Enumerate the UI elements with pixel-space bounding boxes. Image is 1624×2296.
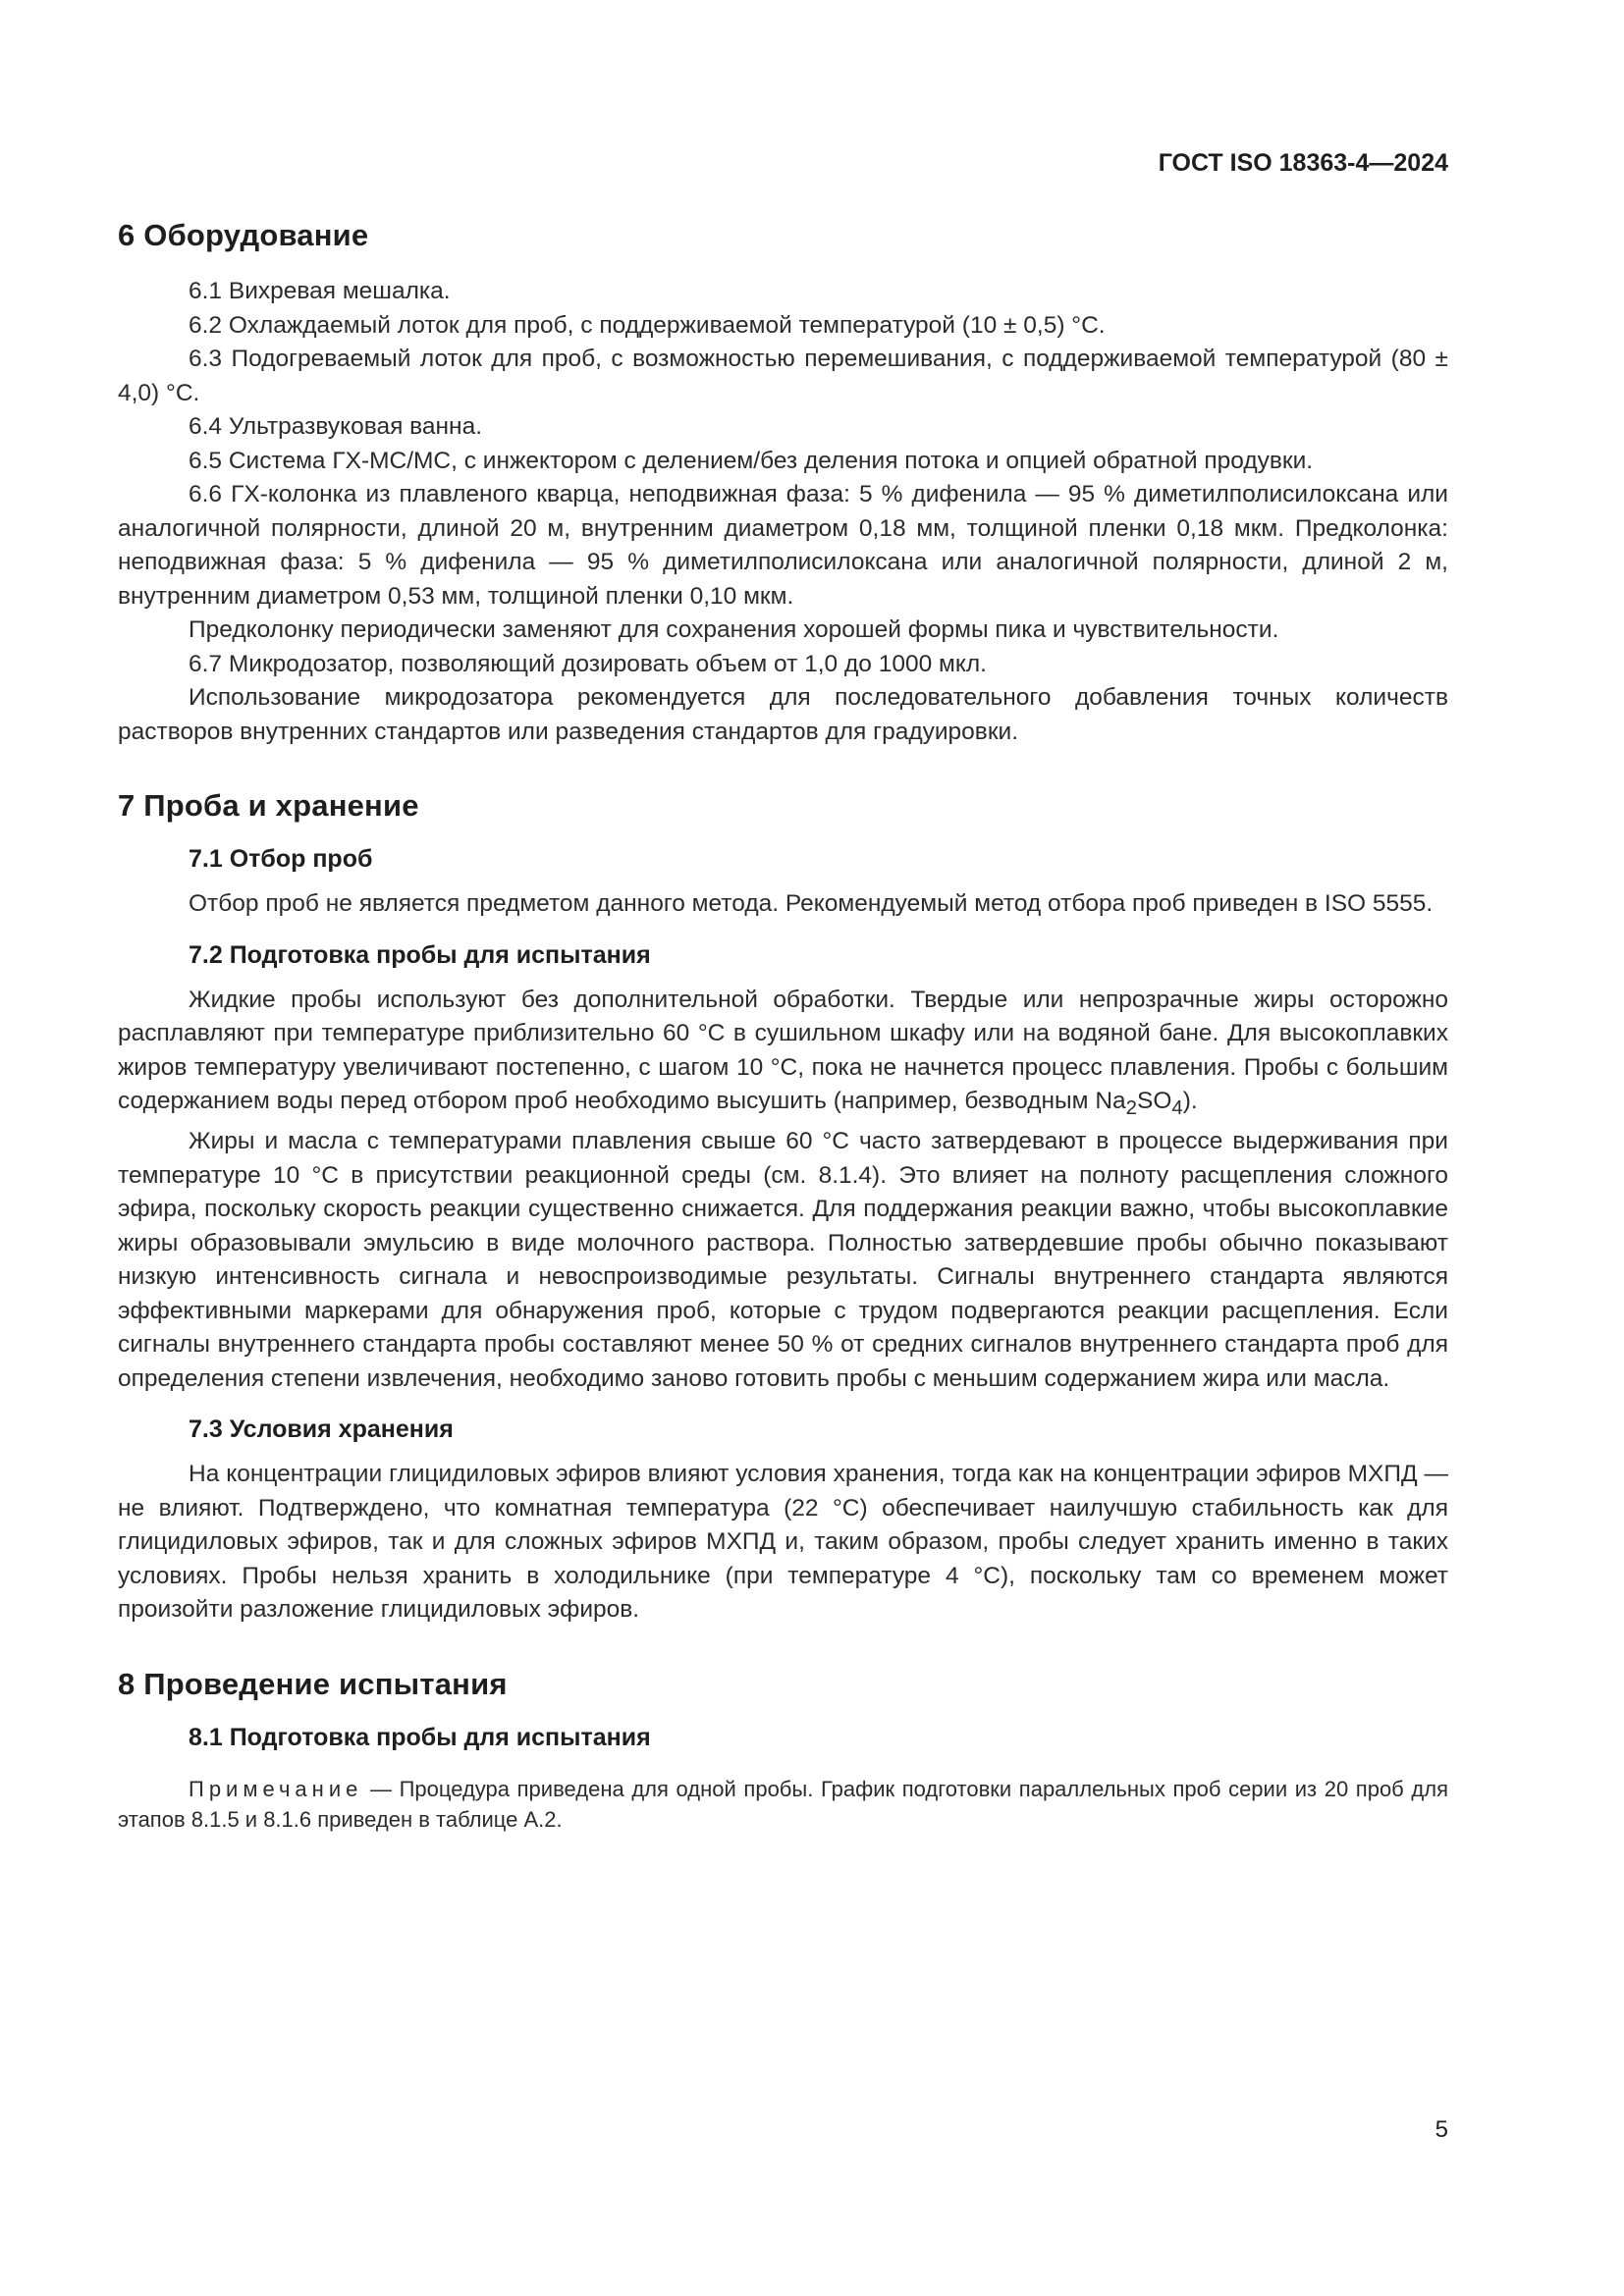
section-heading: 7 Проба и хранение bbox=[118, 788, 419, 823]
paragraph: Использование микродозатора рекомендуется для последовательного добавления точных количеств растворов внутренних стандартов или разведения стандартов для градуировки. bbox=[118, 684, 1448, 745]
note-text: — Процедура приведена для одной пробы. График подготовки параллельных проб серии из 20 проб для этапов 8.1.5 и 8.1.6 приведен в таблице А.2. bbox=[118, 1776, 1448, 1832]
document-code-header: ГОСТ ISO 18363-4—2024 bbox=[1158, 149, 1448, 177]
document-body bbox=[118, 218, 1448, 1874]
section-equipment bbox=[118, 218, 1448, 749]
paragraph: Жиры и масла с температурами плавления свыше 60 °C часто затвердевают в процессе выдерживания при температуре 10 °C в присутствии реакционной среды (см. 8.1.4). Это влияет на полноту расщепления сложного эфира, поскольку скорость реакции существенно снижается. Для поддержания реакции важно, чтобы высокоплавкие жиры образовывали эмульсию в виде молочного раствора. Полностью затвердевшие пробы обычно показывают низкую интенсивность сигнала и невоспроизводимые результаты. Сигналы внутреннего стандарта являются эффективными маркерами для обнаружения проб, которые с трудом подвергаются реакции расщепления. Если сигналы внутреннего стандарта пробы составляют менее 50 % от средних сигналов внутреннего стандарта проб для определения степени извлечения, необходимо заново готовить пробы с меньшим содержанием жира или масла. bbox=[118, 1128, 1448, 1392]
paragraph: 6.1 Вихревая мешалка. bbox=[189, 278, 451, 304]
document-page bbox=[118, 0, 1448, 2296]
paragraph: 6.2 Охлаждаемый лоток для проб, с поддерживаемой температурой (10 ± 0,5) °C. bbox=[189, 311, 1106, 339]
paragraph: 6.7 Микродозатор, позволяющий дозировать объем от 1,0 до 1000 мкл. bbox=[189, 650, 987, 677]
text-run: SO bbox=[1137, 1088, 1172, 1114]
subsection-storage-conditions bbox=[118, 1415, 1448, 1628]
section-sample-storage bbox=[118, 788, 1448, 1628]
section-heading: 8 Проведение испытания bbox=[118, 1666, 508, 1701]
text-run: ). bbox=[1182, 1088, 1198, 1114]
text-run: Жидкие пробы используют без дополнительной обработки. Твердые или непрозрачные жиры осторожно расплавляют при температуре приблизительно 60 °C в сушильном шкафу или на водяной бане. Для высокоплавких жиров температуру увеличивают постепенно, с шагом 10 °C, пока не начнется процесс плавления. Пробы с большим содержанием воды перед отбором проб необходимо высушить (например, безводным Na bbox=[118, 986, 1448, 1114]
subsection-heading: 8.1 Подготовка пробы для испытания bbox=[189, 1723, 651, 1751]
paragraph: На концентрации глицидиловых эфиров влияют условия хранения, тогда как на концентрации эфиров МХПД — не влияют. Подтверждено, что комнатная температура (22 °C) обеспечивает наилучшую стабильность как для глицидиловых эфиров, так и для сложных эфиров МХПД и, таким образом, пробы следует хранить именно в таких условиях. Пробы нельзя хранить в холодильнике (при температуре 4 °C), поскольку там со временем может произойти разложение глицидиловых эфиров. bbox=[118, 1461, 1448, 1624]
paragraph bbox=[118, 984, 1448, 1126]
subsection-test-sample-prep-8-1 bbox=[118, 1724, 1448, 1835]
paragraph: Отбор проб не является предметом данного метода. Рекомендуемый метод отбора проб приведен в ISO 5555. bbox=[189, 890, 1434, 917]
subsection-heading: 7.2 Подготовка пробы для испытания bbox=[189, 940, 651, 969]
note bbox=[118, 1774, 1448, 1835]
subsection-heading: 7.1 Отбор проб bbox=[189, 845, 373, 873]
subscript: 4 bbox=[1171, 1096, 1183, 1119]
subsection-heading: 7.3 Условия хранения bbox=[189, 1415, 454, 1444]
subsection-sampling bbox=[118, 845, 1448, 922]
paragraph: 6.4 Ультразвуковая ванна. bbox=[189, 413, 483, 440]
paragraph: Предколонку периодически заменяют для сохранения хорошей формы пика и чувствительности. bbox=[189, 616, 1279, 643]
paragraph: 6.3 Подогреваемый лоток для проб, с возможностью перемешивания, с поддерживаемой температурой (80 ± 4,0) °C. bbox=[118, 346, 1448, 406]
paragraph: 6.6 ГХ-колонка из плавленого кварца, неподвижная фаза: 5 % дифенила — 95 % диметилполисилоксана или аналогичной полярности, длиной 20 м, внутренним диаметром 0,18 мм, толщиной пленки 0,18 мкм. Предколонка: неподвижная фаза: 5 % дифенила — 95 % диметилполисилоксана или аналогичной полярности, длиной 2 м, внутренним диаметром 0,53 мм, толщиной пленки 0,10 мкм. bbox=[118, 481, 1448, 610]
page-number: 5 bbox=[1435, 2116, 1448, 2143]
note-label: Примечание bbox=[189, 1776, 363, 1801]
subsection-test-sample-prep bbox=[118, 941, 1448, 1397]
subscript: 2 bbox=[1125, 1096, 1137, 1119]
paragraph: 6.5 Система ГХ-МС/МС, с инжектором с делением/без деления потока и опцией обратной продувки. bbox=[189, 447, 1314, 474]
section-test-procedure bbox=[118, 1667, 1448, 1835]
section-heading: 6 Оборудование bbox=[118, 218, 369, 252]
